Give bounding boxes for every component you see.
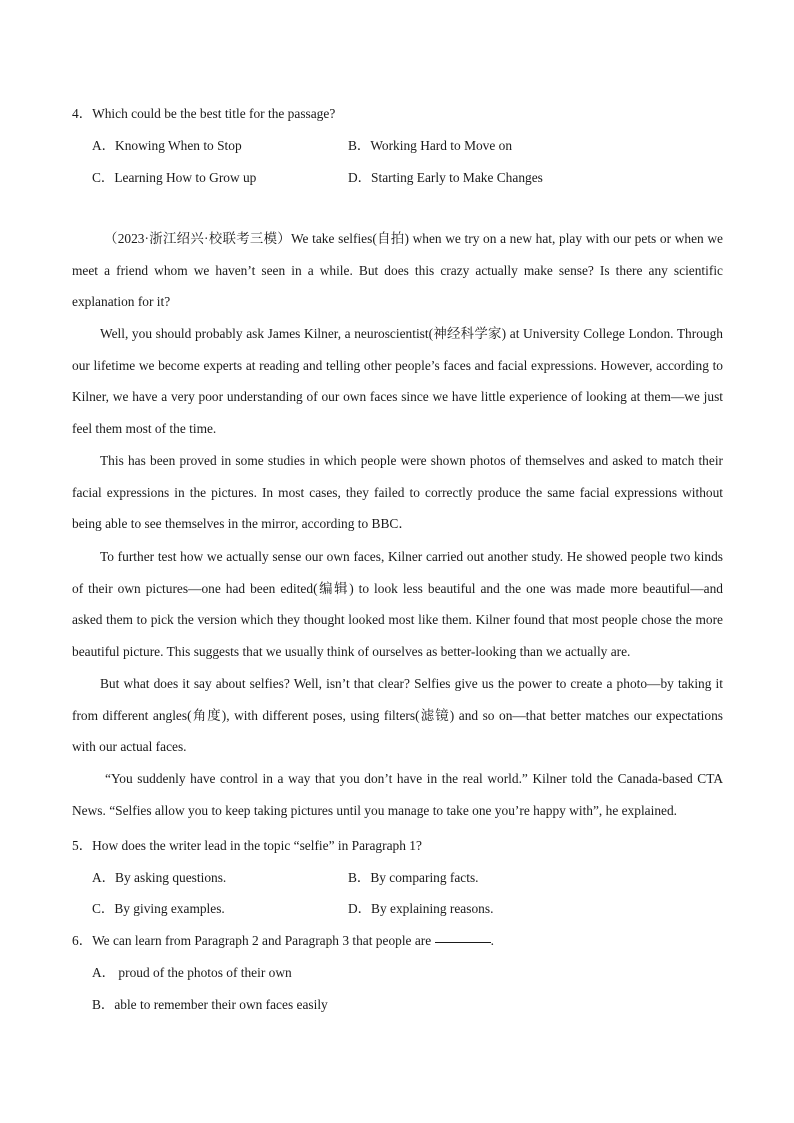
question-4-option-c: C．Learning How to Grow up bbox=[92, 170, 257, 185]
question-5-option-d: D．By explaining reasons. bbox=[348, 901, 494, 916]
passage-paragraph-5: But what does it say about selfies? Well, isn’t that clear? Selfies give us the power to create a photo—by taking it from different angles(角度), with different poses, using filters(滤镜) and so on—that better matches our expectations with our actual faces. bbox=[72, 676, 723, 755]
question-4-option-d: D．Starting Early to Make Changes bbox=[348, 170, 543, 185]
question-6-option-b: B．able to remember their own faces easily bbox=[92, 997, 328, 1012]
passage-paragraph-1-text: We take selfies(自拍) when we try on a new hat, play with our pets or when we meet a friend whom we haven’t seen in a while. But does this crazy actually make sense? Is there any scientific explanation for it? bbox=[72, 231, 723, 310]
question-5-stem: 5．How does the writer lead in the topic “selfie” in Paragraph 1? bbox=[72, 838, 422, 853]
passage-paragraph-4: To further test how we actually sense our own faces, Kilner carried out another study. He showed people two kinds of their own pictures—one had been edited(编辑) to look less beautiful and the one was made more beautiful—and asked them to pick the version which they thought looked most like them. Kilner found that most people chose the more beautiful picture. This suggests that we usually think of ourselves as better-looking than we actually are. bbox=[72, 549, 723, 660]
passage-paragraph-1 bbox=[72, 223, 723, 318]
question-6-option-a: A． proud of the photos of their own bbox=[92, 965, 292, 980]
question-5-option-a: A．By asking questions. bbox=[92, 870, 227, 885]
passage-paragraph-6: “You suddenly have control in a way that you don’t have in the real world.” Kilner told the Canada-based CTA News. “Selfies allow you to keep taking pictures until you manage to take one you’re happy with”, he explained. bbox=[72, 771, 723, 818]
question-4-option-b: B．Working Hard to Move on bbox=[348, 138, 513, 153]
question-6-stem-text: 6．We can learn from Paragraph 2 and Paragraph 3 that people are bbox=[72, 933, 432, 948]
question-5-option-b: B．By comparing facts. bbox=[348, 870, 479, 885]
passage-paragraph-2: Well, you should probably ask James Kilner, a neuroscientist(神经科学家) at University College London. Through our lifetime we become experts at reading and telling other people’s faces and facial expressions. However, according to Kilner, we have a very poor understanding of our own faces since we have little experience of looking at them—we just feel them most of the time. bbox=[72, 326, 723, 437]
question-4-option-a: A．Knowing When to Stop bbox=[92, 138, 242, 153]
passage-source: （2023·浙江绍兴·校联考三模） bbox=[104, 231, 291, 246]
answer-blank bbox=[435, 942, 491, 943]
question-5-option-c: C．By giving examples. bbox=[92, 901, 225, 916]
question-6-stem bbox=[72, 930, 494, 949]
question-6-stem-end: . bbox=[490, 933, 494, 948]
question-4-stem: 4．Which could be the best title for the passage? bbox=[72, 106, 336, 121]
passage-paragraph-3: This has been proved in some studies in which people were shown photos of themselves and asked to match their facial expressions in the pictures. In most cases, they failed to correctly produce the same facial expressions without being able to see themselves in the mirror, according to BBC． bbox=[72, 453, 723, 532]
